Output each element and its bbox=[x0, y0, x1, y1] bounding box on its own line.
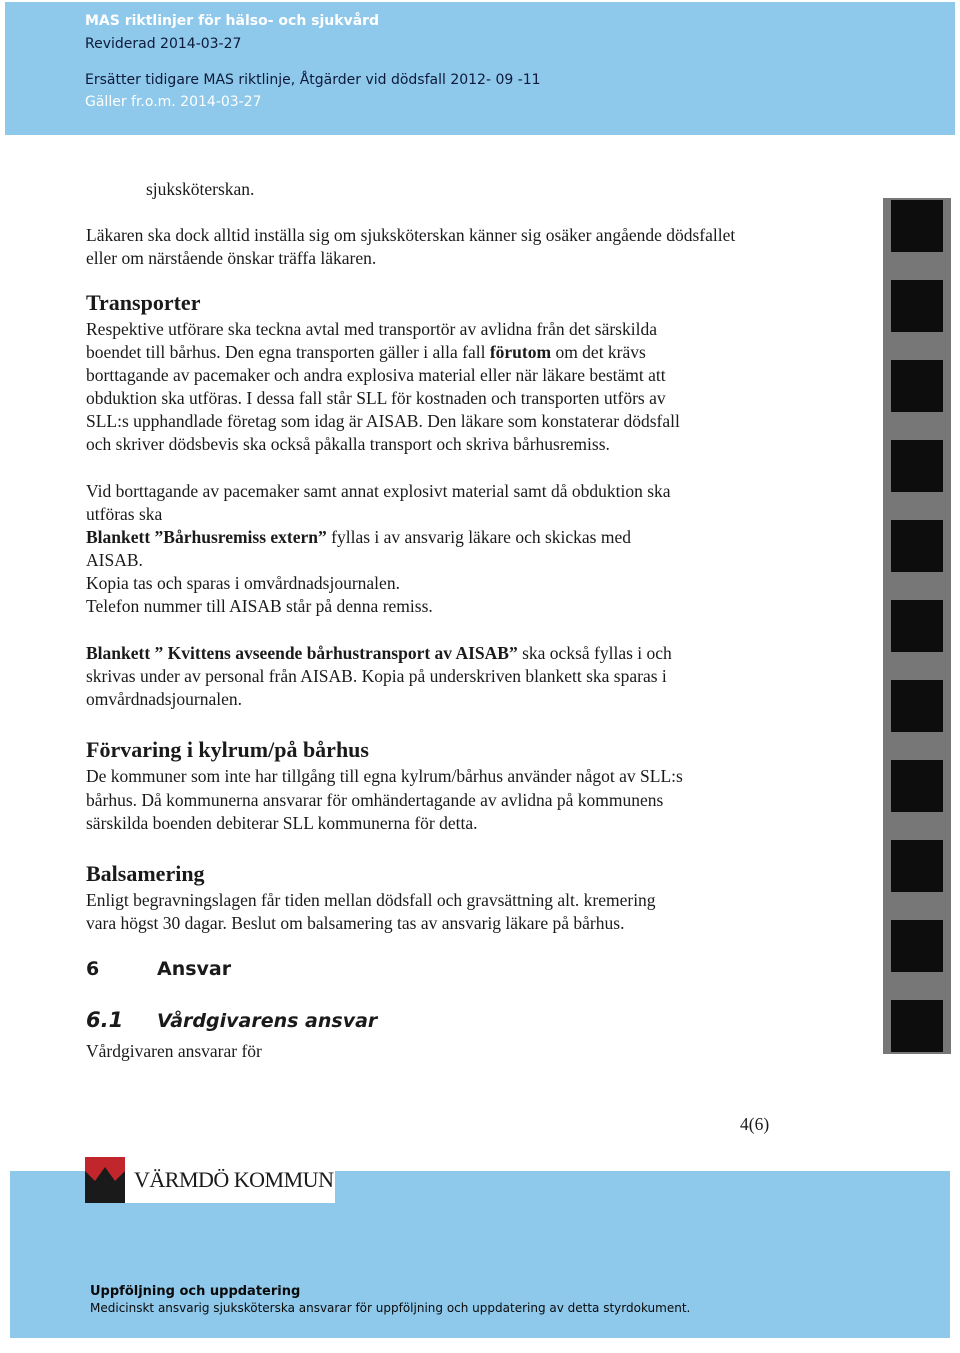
margin-block bbox=[891, 520, 943, 572]
balsamering-line: Enligt begravningslagen får tiden mellan dödsfall och gravsättning alt. kremering bbox=[86, 890, 656, 910]
margin-block bbox=[891, 360, 943, 412]
section-6-1-title: Vårdgivarens ansvar bbox=[157, 1010, 378, 1032]
page-number: 4(6) bbox=[740, 1114, 770, 1134]
margin-block bbox=[891, 1000, 943, 1052]
header-revised: Reviderad 2014-03-27 bbox=[85, 36, 242, 52]
kvittens-line: Blankett ” Kvittens avseende bårhustransport av AISAB” ska också fyllas i och bbox=[86, 643, 672, 663]
transporter-line: och skriver dödsbevis ska också påkalla transport och skriva bårhusremiss. bbox=[86, 434, 610, 454]
footer-title: Uppföljning och uppdatering bbox=[90, 1284, 301, 1299]
margin-block bbox=[891, 440, 943, 492]
pacemaker-line: Blankett ”Bårhusremiss extern” fyllas i av ansvarig läkare och skickas med bbox=[86, 527, 631, 547]
margin-block bbox=[891, 920, 943, 972]
doctor-line-2: eller om närstående önskar träffa läkaren. bbox=[86, 248, 377, 268]
pacemaker-line: AISAB. bbox=[86, 550, 143, 570]
header-replaces: Ersätter tidigare MAS riktlinje, Åtgärder vid dödsfall 2012- 09 -11 bbox=[85, 72, 541, 88]
transporter-line: boendet till bårhus. Den egna transporten gäller i alla fall förutom om det krävs bbox=[86, 342, 646, 362]
section-6-number: 6 bbox=[86, 958, 100, 980]
margin-block bbox=[891, 600, 943, 652]
margin-block bbox=[891, 760, 943, 812]
kvittens-line: skrivas under av personal från AISAB. Kopia på underskriven blankett ska sparas i bbox=[86, 666, 667, 686]
forvaring-line: särskilda boenden debiterar SLL kommunerna för detta. bbox=[86, 813, 478, 833]
transporter-line: SLL:s upphandlade företag som idag är AISAB. Den läkare som konstaterar dödsfall bbox=[86, 411, 680, 431]
crest-icon bbox=[85, 1157, 125, 1203]
transporter-line: Respektive utförare ska teckna avtal med transportör av avlidna från det särskilda bbox=[86, 319, 657, 339]
transporter-line: borttagande av pacemaker och andra explosiva material eller när läkare bestämt att bbox=[86, 365, 666, 385]
section-6-1-number: 6.1 bbox=[86, 1008, 124, 1032]
varmdo-logo bbox=[85, 1157, 335, 1203]
margin-block bbox=[891, 840, 943, 892]
document-footer bbox=[10, 1167, 950, 1338]
footer-text: Medicinskt ansvarig sjuksköterska ansvarar för uppföljning och uppdatering av detta styrdokument. bbox=[90, 1301, 691, 1315]
doctor-line-1: Läkaren ska dock alltid inställa sig om sjuksköterskan känner sig osäker angående dödsfallet bbox=[86, 225, 736, 245]
pacemaker-line: Telefon nummer till AISAB står på denna remiss. bbox=[86, 596, 433, 616]
balsamering-line: vara högst 30 dagar. Beslut om balsamering tas av ansvarig läkare på bårhus. bbox=[86, 913, 625, 933]
pacemaker-line: Vid borttagande av pacemaker samt annat explosivt material samt då obduktion ska bbox=[86, 481, 671, 501]
pacemaker-line: utföras ska bbox=[86, 504, 163, 524]
margin-block bbox=[891, 280, 943, 332]
margin-block bbox=[891, 200, 943, 252]
forvaring-line: bårhus. Då kommunerna ansvarar för omhändertagande av avlidna på kommunens bbox=[86, 790, 664, 810]
kvittens-line: omvårdnadsjournalen. bbox=[86, 689, 242, 709]
document-header bbox=[5, 2, 955, 135]
heading-transporter: Transporter bbox=[86, 290, 201, 315]
section-6-1-text: Vårdgivaren ansvarar för bbox=[86, 1041, 262, 1061]
section-6-title: Ansvar bbox=[157, 958, 232, 980]
forvaring-line: De kommuner som inte har tillgång till egna kylrum/bårhus använder något av SLL:s bbox=[86, 766, 683, 786]
transporter-line: obduktion ska utföras. I dessa fall står SLL för kostnaden och transporten utförs av bbox=[86, 388, 666, 408]
header-title: MAS riktlinjer för hälso- och sjukvård bbox=[85, 13, 380, 29]
logo-text: VÄRMDÖ KOMMUN bbox=[134, 1167, 334, 1192]
intro-end: sjuksköterskan. bbox=[146, 179, 255, 199]
heading-forvaring: Förvaring i kylrum/på bårhus bbox=[86, 737, 369, 762]
margin-strip bbox=[883, 198, 951, 1054]
header-valid-from: Gäller fr.o.m. 2014-03-27 bbox=[85, 94, 262, 110]
heading-balsamering: Balsamering bbox=[86, 861, 205, 886]
pacemaker-line: Kopia tas och sparas i omvårdnadsjournalen. bbox=[86, 573, 400, 593]
margin-block bbox=[891, 680, 943, 732]
